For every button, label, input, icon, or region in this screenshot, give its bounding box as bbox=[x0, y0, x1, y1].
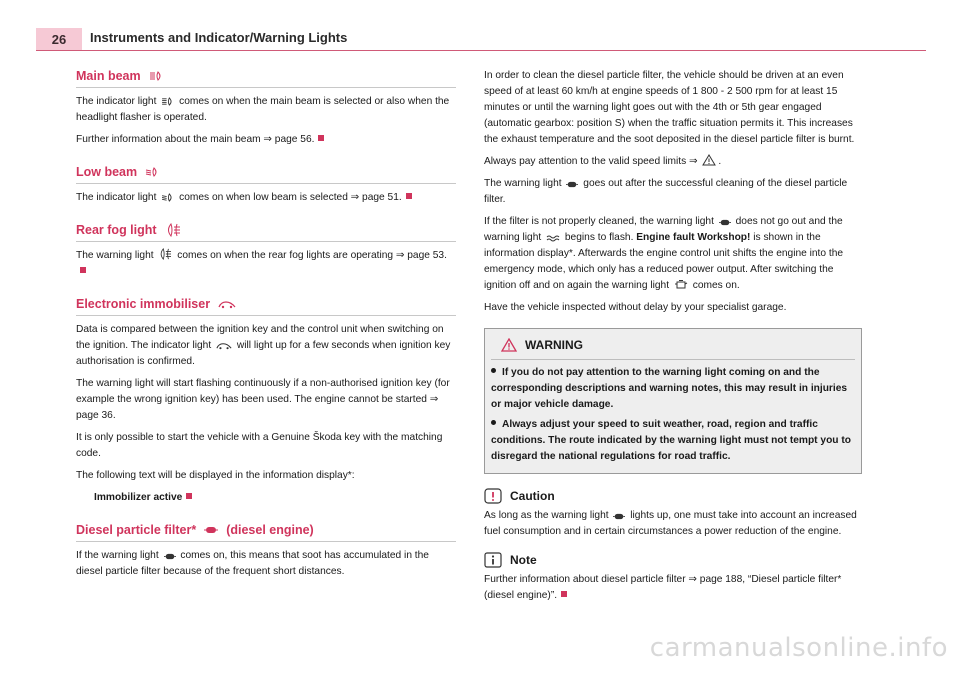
section-main-beam bbox=[76, 68, 456, 148]
section-end-mark bbox=[406, 193, 412, 199]
engine-icon bbox=[674, 280, 688, 290]
section-end-mark bbox=[186, 493, 192, 499]
section-end-mark bbox=[80, 267, 86, 273]
warning-triangle-icon bbox=[702, 154, 716, 166]
immobiliser-heading bbox=[76, 296, 456, 316]
warning-triangle-icon bbox=[501, 338, 517, 352]
warning-bullet-1: If you do not pay attention to the warning light coming on and the corresponding descriptions and warning notes, this may result in injuries or major vehicle damage. bbox=[491, 367, 848, 410]
watermark: carmanualsonline.info bbox=[649, 633, 948, 663]
main-beam-text: The indicator light comes on when the main beam is selected or also when the headlight flasher is operated. bbox=[76, 96, 450, 123]
note-icon bbox=[484, 552, 502, 568]
warning-box bbox=[484, 328, 862, 474]
rear-fog-text: The warning light comes on when the rear fog lights are operating ⇒ page 53. bbox=[76, 248, 456, 280]
low-beam-text: The indicator light comes on when low beam is selected ⇒ page 51. bbox=[76, 190, 456, 206]
warning-bullet-2: Always adjust your speed to suit weather, road, region and traffic conditions. The route indicated by the warning light must not tempt you to disregard the national regulations for road traffic. bbox=[491, 419, 851, 462]
section-end-mark bbox=[318, 135, 324, 141]
main-beam-heading bbox=[76, 68, 456, 88]
caution-header bbox=[484, 488, 862, 504]
caution-text: As long as the warning light lights up, one must take into account an increased fuel consumption and in certain circumstances a power reduction of the engine. bbox=[484, 510, 857, 537]
rear-fog-heading bbox=[76, 222, 456, 242]
dpf-cleaning-text: In order to clean the diesel particle filter, the vehicle should be driven at an even speed of at least 60 km/h at engine speeds of 1 800 - 2 500 rpm for at least 15 minutes or until the warning light goes out with the 4th or 5th gear engaged (automatic gearbox: position S) when the traffic situation permits it. This increases the exhaust temperature and the soot deposited in the diesel particle filter is burnt. bbox=[484, 70, 855, 145]
immobiliser-text-2: The warning light will start flashing continuously if a non-authorised ignition key (for example the wrong ignition key) has been used. The engine cannot be started ⇒ page 36. bbox=[76, 378, 450, 421]
caution-icon bbox=[484, 488, 502, 504]
bullet-icon bbox=[491, 368, 496, 373]
low-beam-icon bbox=[161, 193, 174, 202]
immobiliser-text-3: It is only possible to start the vehicle with a Genuine Škoda key with the matching code. bbox=[76, 432, 443, 459]
immobiliser-text-4: The following text will be displayed in the information display*: bbox=[76, 470, 355, 481]
low-beam-heading bbox=[76, 164, 456, 184]
page-number: 26 bbox=[36, 28, 82, 50]
main-beam-icon bbox=[161, 97, 174, 106]
left-column bbox=[76, 68, 456, 596]
speed-limit-text: Always pay attention to the valid speed limits ⇒ . bbox=[484, 156, 722, 167]
immobiliser-title: Electronic immobiliser bbox=[76, 297, 211, 311]
right-column bbox=[484, 68, 862, 610]
rear-fog-title: Rear fog light bbox=[76, 223, 157, 237]
section-dpf bbox=[76, 522, 456, 580]
particle-filter-icon bbox=[204, 526, 218, 534]
header-rule bbox=[36, 50, 926, 51]
main-beam-reference: Further information about the main beam ⇒ page 56. bbox=[76, 132, 456, 148]
warning-title: WARNING bbox=[525, 338, 583, 352]
car-key-icon bbox=[218, 299, 236, 309]
rear-fog-icon bbox=[165, 223, 181, 237]
dpf-text: If the warning light comes on, this means that soot has accumulated in the diesel particle filter because of the frequent short distances. bbox=[76, 550, 429, 577]
bullet-icon bbox=[491, 420, 496, 425]
page-title: Instruments and Indicator/Warning Lights bbox=[90, 30, 348, 45]
note-header bbox=[484, 552, 862, 568]
note-text: Further information about diesel particle filter ⇒ page 188, “Diesel particle filter* (diesel engine)”. bbox=[484, 574, 842, 601]
immobiliser-text-1: Data is compared between the ignition key and the control unit when switching on the ignition. The indicator light will light up for a few seconds when ignition key authorisation is confirmed. bbox=[76, 324, 451, 367]
section-rear-fog bbox=[76, 222, 456, 280]
car-key-icon bbox=[216, 341, 232, 350]
dpf-fault-text: If the filter is not properly cleaned, the warning light does not go out and the warning light begins to flash. Engine fault Workshop! is shown in the information display*. Afterwards the engine control unit shifts the engine into the emergency mode, which only has a reduced power output. After switching the ignition off and on again the warning light comes on. bbox=[484, 216, 844, 291]
particle-filter-icon bbox=[613, 513, 625, 520]
section-low-beam bbox=[76, 164, 456, 206]
particle-filter-icon bbox=[164, 553, 176, 560]
glow-plug-icon bbox=[546, 234, 560, 242]
warning-header bbox=[491, 335, 855, 360]
note-title: Note bbox=[510, 553, 537, 567]
inspection-text: Have the vehicle inspected without delay by your specialist garage. bbox=[484, 302, 787, 313]
dpf-heading bbox=[76, 522, 456, 542]
section-immobiliser bbox=[76, 296, 456, 506]
rear-fog-icon bbox=[158, 248, 172, 260]
dpf-title-suffix: (diesel engine) bbox=[226, 523, 314, 537]
section-end-mark bbox=[561, 591, 567, 597]
main-beam-title: Main beam bbox=[76, 69, 141, 83]
main-beam-icon bbox=[149, 71, 163, 81]
low-beam-title: Low beam bbox=[76, 165, 138, 179]
caution-title: Caution bbox=[510, 489, 555, 503]
immobiliser-display-text: Immobilizer active bbox=[76, 490, 456, 506]
dpf-light-out-text: The warning light goes out after the successful cleaning of the diesel particle filter. bbox=[484, 178, 848, 205]
low-beam-icon bbox=[145, 167, 159, 177]
dpf-title: Diesel particle filter* bbox=[76, 523, 197, 537]
particle-filter-icon bbox=[566, 181, 578, 188]
particle-filter-icon bbox=[719, 219, 731, 226]
